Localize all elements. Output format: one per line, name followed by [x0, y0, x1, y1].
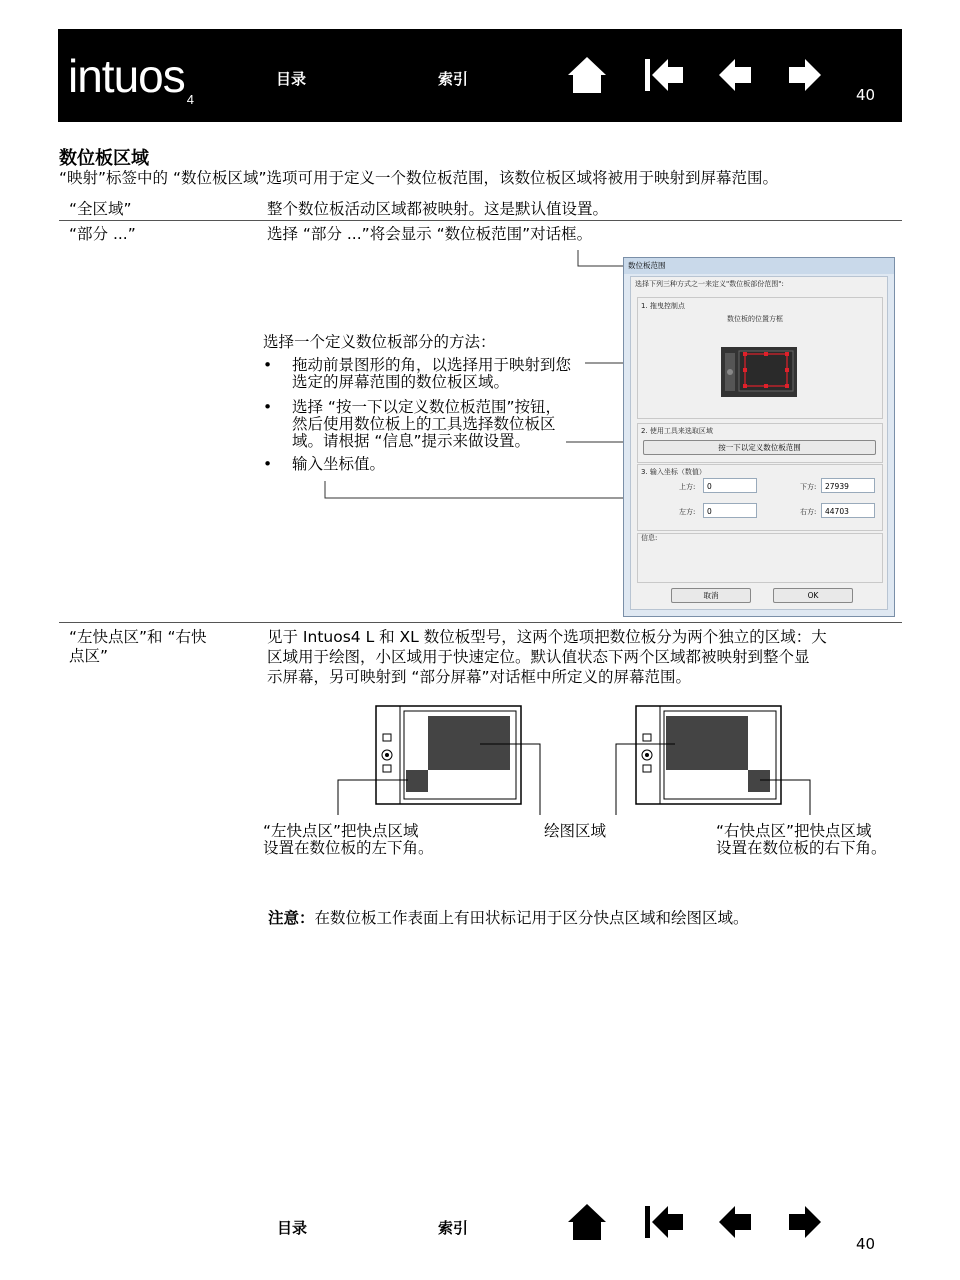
- method-1-line-2: 选定的屏幕范围的数位板区域。: [292, 373, 510, 391]
- cancel-button[interactable]: 取消: [671, 588, 751, 603]
- bullet-2: •: [263, 398, 273, 416]
- note-text: 在数位板工作表面上有田状标记用于区分快点区域和绘图区域。: [314, 909, 749, 927]
- nav-contents-link[interactable]: 目录: [276, 70, 307, 88]
- note-label: 注意：: [268, 909, 315, 927]
- intuos-logo: intuos $_4$: [68, 50, 193, 108]
- right-caption-1: “右快点区”把快点区域: [716, 822, 872, 840]
- row-full-desc: 整个数位板活动区域都被映射。这是默认值设置。: [267, 200, 609, 218]
- footer-index-link[interactable]: 索引: [438, 1219, 469, 1237]
- methods-heading: 选择一个定义数位板部分的方法：: [263, 333, 496, 351]
- bullet-1: •: [263, 356, 273, 374]
- row-quick-desc-3: 示屏幕，另可映射到 “部分屏幕”对话框中所定义的屏幕范围。: [267, 668, 691, 686]
- page-number: 40: [856, 86, 876, 104]
- left-caption-2: 设置在数位板的左下角。: [263, 839, 434, 857]
- method-2-line-3: 域。请根据 “信息”提示来做设置。: [292, 432, 530, 450]
- drawing-area-caption: 绘图区域: [544, 822, 607, 840]
- dialog-instruction: 选择下列三种方式之一来定义"数位板部份范围":: [635, 280, 784, 288]
- table-divider: [59, 622, 902, 623]
- tablet-area-dialog: [623, 257, 895, 617]
- bottom-input[interactable]: 27939: [821, 478, 875, 493]
- info-group: [637, 533, 883, 583]
- row-quick-desc-2: 区域用于绘图，小区域用于快速定位。默认值状态下两个区域都被映射到整个显: [267, 648, 810, 666]
- row-quick-label-2: 点区”: [69, 647, 109, 665]
- info-label: 信息:: [641, 534, 658, 542]
- method-2-line-2: 然后使用数位板上的工具选择数位板区: [292, 415, 556, 433]
- top-label: 上方:: [679, 483, 696, 491]
- right-label: 右方:: [800, 508, 817, 516]
- section-title: 数位板区域: [59, 148, 149, 169]
- nav-index-link[interactable]: 索引: [438, 70, 469, 88]
- bottom-label: 下方:: [800, 483, 817, 491]
- footer-contents-link[interactable]: 目录: [277, 1219, 308, 1237]
- section-intro: “映射”标签中的 “数位板区域”选项可用于定义一个数位板范围，该数位板区域将被用于映射到屏幕范围。: [59, 169, 779, 187]
- footer-page-number: 40: [856, 1235, 876, 1253]
- left-quickpoint-tablet: [376, 706, 521, 804]
- group1-label: 1. 拖曳控制点: [641, 302, 685, 310]
- footer-first-page-icon[interactable]: [643, 1204, 685, 1240]
- right-quickpoint-tablet: [636, 706, 781, 804]
- right-caption-2: 设置在数位板的右下角。: [716, 839, 887, 857]
- group2-label: 2. 使用工具来选取区域: [641, 427, 713, 435]
- group3-label: 3. 输入坐标（数值）: [641, 468, 706, 476]
- left-caption-1: “左快点区”把快点区域: [263, 822, 419, 840]
- row-quick-desc-1: 见于 Intuos4 L 和 XL 数位板型号，这两个选项把数位板分为两个独立的区域：大: [267, 628, 827, 646]
- top-input[interactable]: 0: [703, 478, 757, 493]
- ok-button[interactable]: OK: [773, 588, 853, 603]
- note: [268, 909, 749, 928]
- row-quick-label-1: “左快点区”和 “右快: [69, 628, 207, 646]
- method-1-line-1: 拖动前景图形的角，以选择用于映射到您: [292, 356, 572, 374]
- bullet-3: •: [263, 455, 273, 473]
- tablet-diagrams: [330, 700, 830, 820]
- left-input[interactable]: 0: [703, 503, 757, 518]
- method-3-line: 输入坐标值。: [292, 455, 386, 473]
- footer-previous-page-icon[interactable]: [717, 1204, 753, 1240]
- tablet-preview[interactable]: [721, 347, 797, 397]
- left-label: 左方:: [679, 508, 696, 516]
- dialog-title: 数位板范围: [624, 258, 894, 274]
- row-portion-desc: 选择 “部分 ...”将会显示 “数位板范围”对话框。: [267, 225, 593, 243]
- footer-home-icon[interactable]: [566, 1202, 608, 1242]
- row-portion-label: “部分 ...”: [69, 225, 136, 243]
- dialog-body: [630, 276, 888, 610]
- method-2-line-1: 选择 “按一下以定义数位板范围”按钮，: [292, 398, 561, 416]
- row-full-label: “全区域”: [69, 200, 132, 218]
- footer-next-page-icon[interactable]: [787, 1204, 823, 1240]
- define-area-button[interactable]: 按一下以定义数位板范围: [643, 440, 876, 455]
- right-input[interactable]: 44703: [821, 503, 875, 518]
- preview-label: 数位板的位置方框: [727, 315, 783, 323]
